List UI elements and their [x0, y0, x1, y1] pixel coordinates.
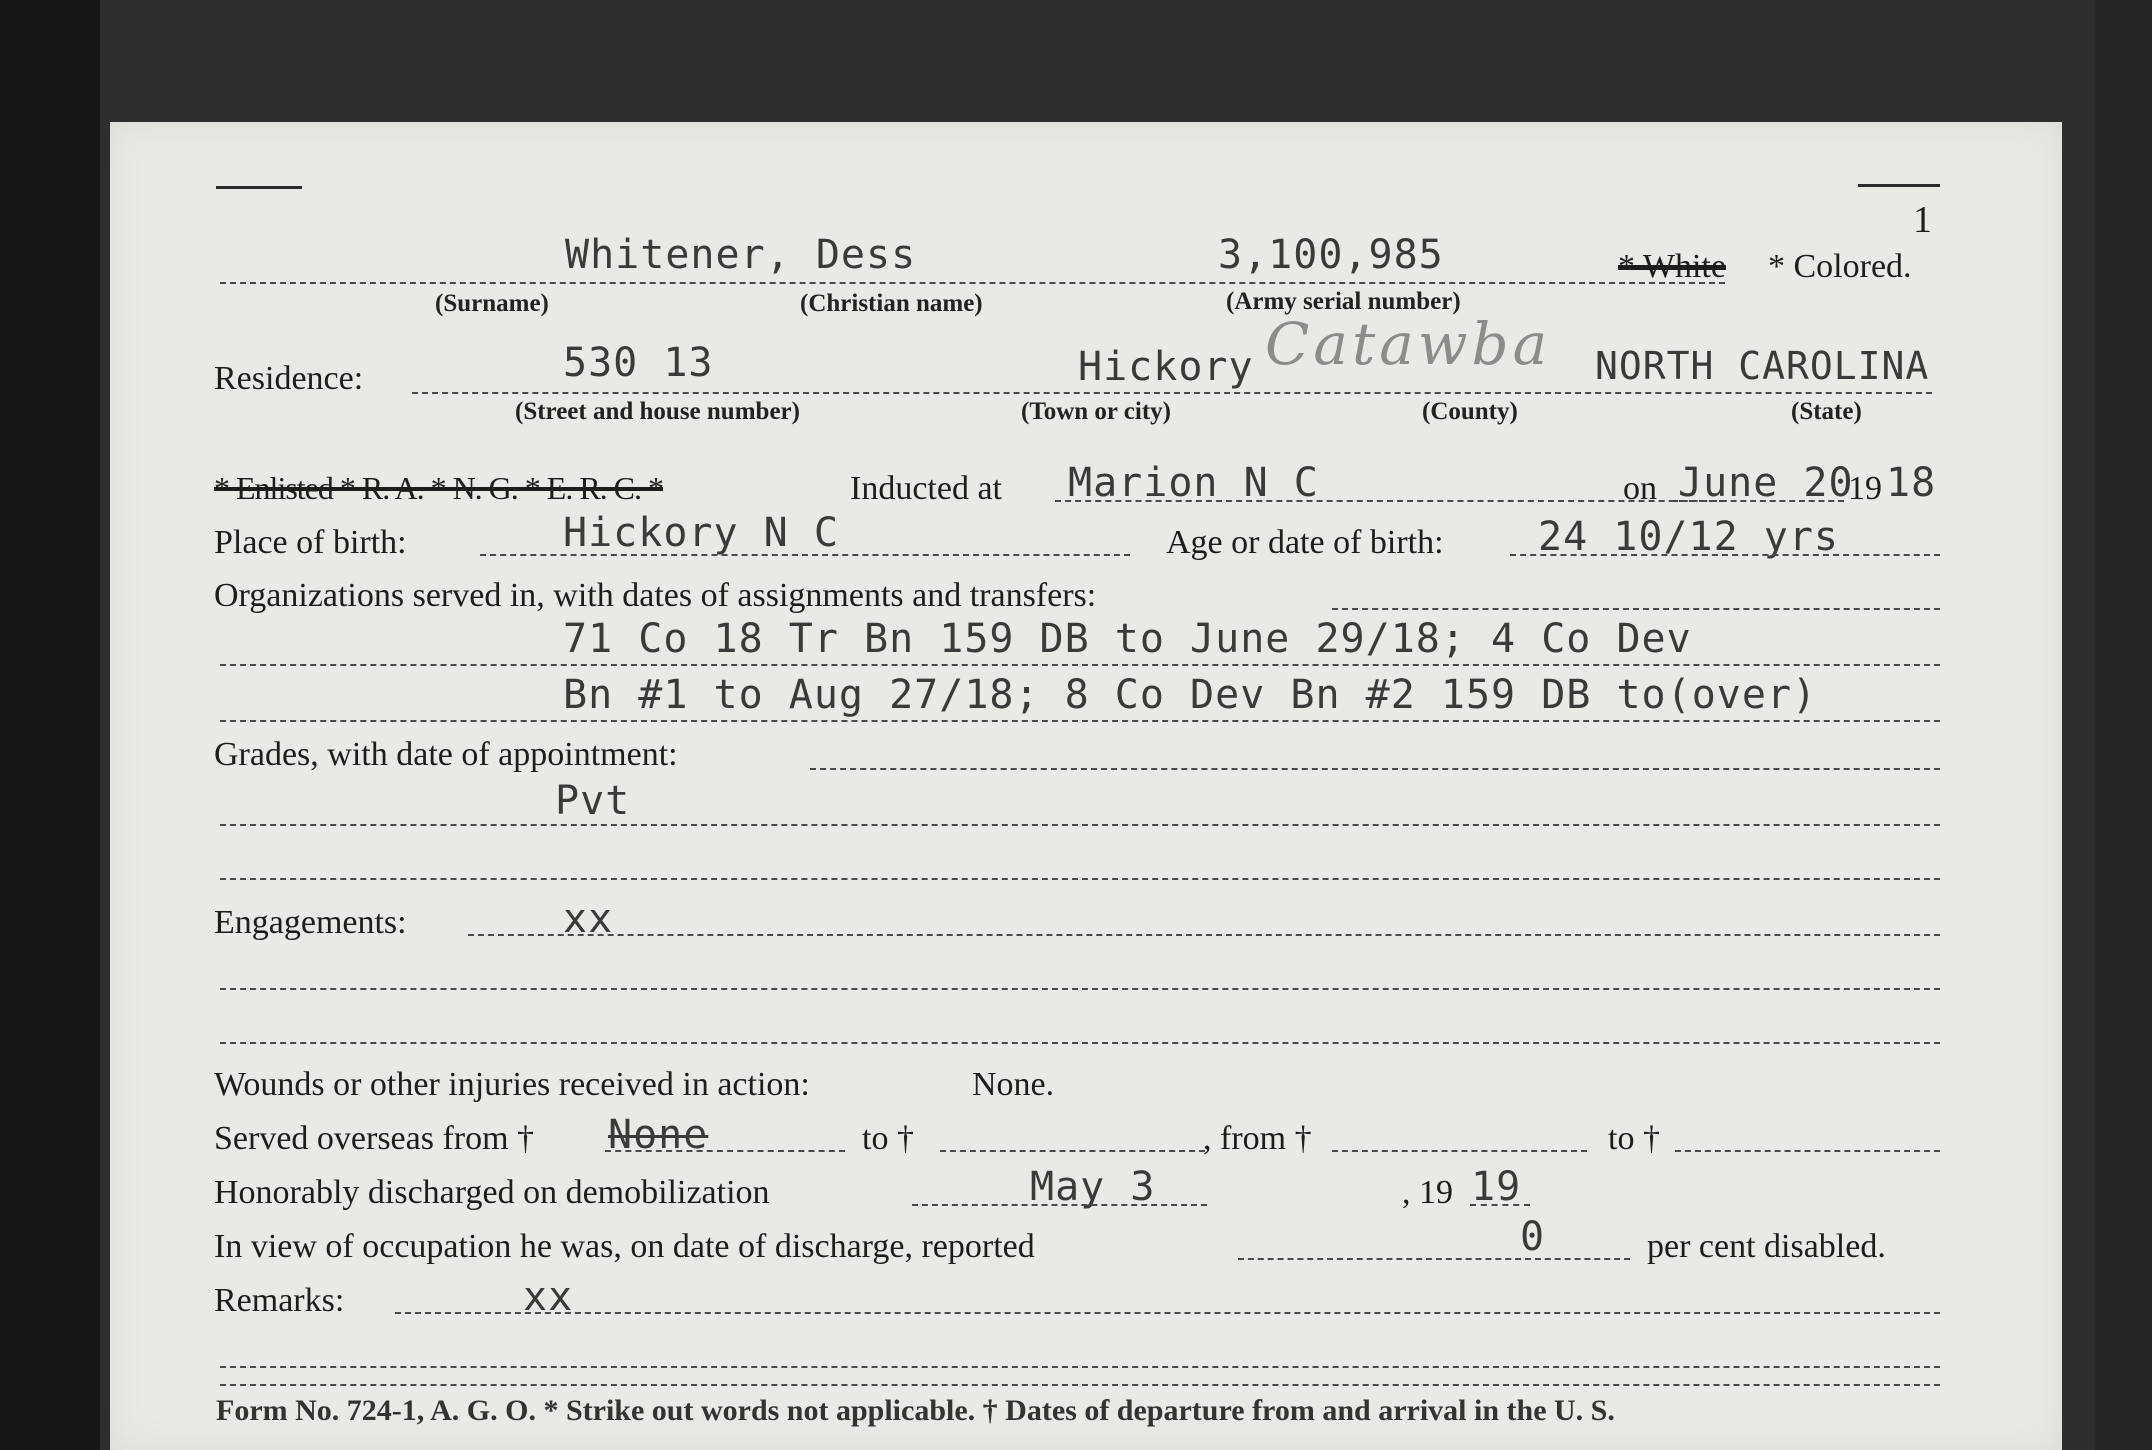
- wounds-value: None.: [972, 1066, 1055, 1103]
- form-footer: Form No. 724-1, A. G. O. * Strike out words not applicable. † Dates of departure from and arrival in the U. S.: [216, 1394, 1615, 1427]
- place-of-birth-line: [480, 554, 1130, 556]
- top-right-rule: [1858, 184, 1940, 187]
- christian-name-label: (Christian name): [800, 290, 983, 317]
- overseas-to-1: to †: [862, 1120, 914, 1157]
- grades-value: Pvt: [555, 778, 631, 824]
- disability-value: 0: [1520, 1214, 1546, 1260]
- disability-label: In view of occupation he was, on date of discharge, reported: [214, 1228, 1035, 1265]
- grades-line-0: [810, 768, 1940, 770]
- residence-county: Catawba: [1265, 310, 1552, 378]
- remarks-value: xx: [523, 1274, 574, 1320]
- place-of-birth-label: Place of birth:: [214, 524, 407, 561]
- overseas-line-1: [605, 1150, 845, 1152]
- engagements-line-2: [220, 1042, 1940, 1044]
- organizations-label: Organizations served in, with dates of assignments and transfers:: [214, 577, 1097, 614]
- top-left-rule: [216, 186, 302, 189]
- overseas-line-3: [1332, 1150, 1587, 1152]
- wounds-label: Wounds or other injuries received in action:: [214, 1066, 810, 1103]
- age-value: 24 10/12 yrs: [1538, 514, 1839, 560]
- name-line: [220, 282, 1725, 284]
- overseas-from-2: , from †: [1203, 1120, 1312, 1157]
- overseas-line-4: [1675, 1150, 1940, 1152]
- induction-on-label: on: [1623, 470, 1657, 507]
- street-label: (Street and house number): [515, 398, 800, 425]
- residence-state: NORTH CAROLINA: [1595, 344, 1930, 388]
- organizations-line2: Bn #1 to Aug 27/18; 8 Co Dev Bn #2 159 DB to(over): [563, 672, 1818, 718]
- discharge-line: [912, 1204, 1207, 1206]
- residence-town: Hickory: [1078, 344, 1254, 390]
- discharge-year-line: [1470, 1204, 1530, 1206]
- residence-line: [412, 392, 1932, 394]
- service-record-card: [110, 122, 2062, 1450]
- remarks-label: Remarks:: [214, 1282, 345, 1319]
- residence-label: Residence:: [214, 360, 364, 397]
- serial-label: (Army serial number): [1226, 288, 1461, 315]
- discharge-year: 19: [1471, 1164, 1522, 1210]
- state-label: (State): [1791, 398, 1862, 425]
- discharge-year-prefix: , 19: [1402, 1174, 1453, 1211]
- grades-line-1: [220, 824, 1940, 826]
- engagements-line-0: [468, 934, 1940, 936]
- serial-value: 3,100,985: [1218, 232, 1444, 278]
- grades-label: Grades, with date of appointment:: [214, 736, 678, 773]
- overseas-value: None: [608, 1112, 709, 1158]
- grades-line-2: [220, 878, 1940, 880]
- induction-place: Marion N C: [1068, 460, 1319, 506]
- engagements-label: Engagements:: [214, 904, 407, 941]
- discharge-label: Honorably discharged on demobilization: [214, 1174, 770, 1211]
- induction-year-prefix: 19: [1848, 470, 1882, 507]
- overseas-label: Served overseas from †: [214, 1120, 535, 1157]
- organizations-line1: 71 Co 18 Tr Bn 159 DB to June 29/18; 4 Co Dev: [563, 616, 1692, 662]
- residence-street: 530 13: [563, 340, 714, 386]
- remarks-line-1: [220, 1366, 1940, 1368]
- induction-date-line: [1672, 500, 1844, 502]
- overseas-to-2: to †: [1608, 1120, 1660, 1157]
- organizations-line-1: [220, 664, 1940, 666]
- age-line: [1510, 554, 1940, 556]
- enlisted-struck-prefix: * Enlisted * R. A. * N. G. * E. R. C. *: [214, 470, 664, 506]
- disability-suffix: per cent disabled.: [1647, 1228, 1886, 1265]
- discharge-date: May 3: [1030, 1164, 1156, 1210]
- inducted-at-label: Inducted at: [850, 470, 1002, 507]
- organizations-line-0: [1332, 608, 1940, 610]
- remarks-line-2: [220, 1384, 1940, 1386]
- induction-year: 18: [1886, 460, 1937, 506]
- disability-line: [1238, 1258, 1630, 1260]
- remarks-line-0: [395, 1312, 1940, 1314]
- organizations-line-2: [220, 720, 1940, 722]
- name-value: Whitener, Dess: [565, 232, 917, 278]
- engagements-value: xx: [563, 896, 614, 942]
- county-label: (County): [1422, 398, 1518, 425]
- card-number: 1: [1913, 199, 1932, 241]
- scan-left-edge: [0, 0, 100, 1450]
- age-label: Age or date of birth:: [1166, 524, 1444, 561]
- scan-right-edge: [2095, 0, 2152, 1450]
- induction-date: June 20: [1678, 460, 1854, 506]
- surname-label: (Surname): [435, 290, 549, 317]
- overseas-line-2: [940, 1150, 1205, 1152]
- race-colored: * Colored.: [1768, 248, 1912, 285]
- place-of-birth-value: Hickory N C: [563, 510, 839, 556]
- engagements-line-1: [220, 988, 1940, 990]
- town-label: (Town or city): [1021, 398, 1171, 425]
- race-white: * White: [1618, 248, 1726, 285]
